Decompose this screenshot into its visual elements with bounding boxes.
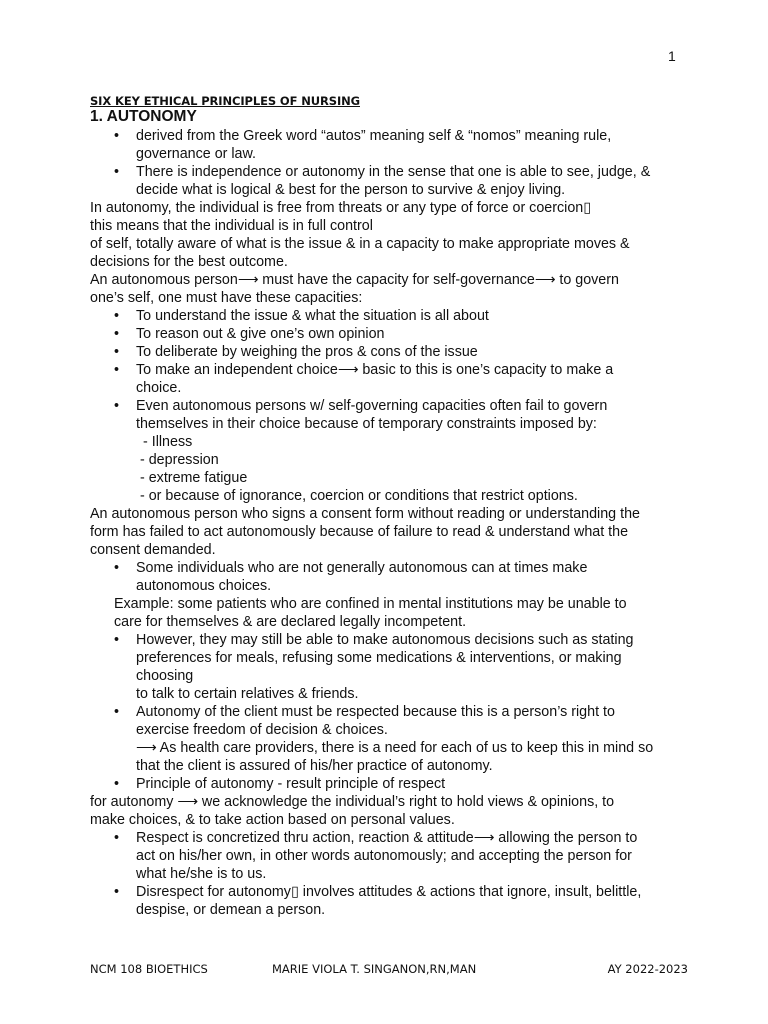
paragraph-line: consent demanded. <box>90 542 216 558</box>
paragraph-line: one’s self, one must have these capacities: <box>90 290 363 306</box>
sub-list-item: - depression <box>140 452 219 468</box>
bullet-item: • To understand the issue & what the situation is all about <box>90 307 690 325</box>
footer-course: NCM 108 BIOETHICS <box>90 962 208 976</box>
sub-list-item: - or because of ignorance, coercion or conditions that restrict options. <box>140 488 578 504</box>
bullet-continuation: exercise freedom of decision & choices. <box>136 722 388 738</box>
sub-list-item: - extreme fatigue <box>140 470 248 486</box>
bullet-item: • However, they may still be able to make autonomous decisions such as stating <box>90 631 690 649</box>
bullet-continuation: choice. <box>136 380 182 396</box>
bullet-continuation: what he/she is to us. <box>136 866 267 882</box>
paragraph-line: this means that the individual is in full control <box>90 218 373 234</box>
paragraph-line: make choices, & to take action based on personal values. <box>90 812 455 828</box>
footer-academic-year: AY 2022-2023 <box>607 962 688 976</box>
bullet-item: • Respect is concretized thru action, reaction & attitude⟶ allowing the person to <box>90 829 690 847</box>
bullet-item: • Principle of autonomy - result principle of respect <box>90 775 690 793</box>
paragraph-line: decisions for the best outcome. <box>90 254 288 270</box>
paragraph-line: of self, totally aware of what is the issue & in a capacity to make appropriate moves & <box>90 236 630 252</box>
bullet-item: • To deliberate by weighing the pros & cons of the issue <box>90 343 690 361</box>
bullet-continuation: ⟶ As health care providers, there is a need for each of us to keep this in mind so <box>136 740 654 756</box>
bullet-item: • To reason out & give one’s own opinion <box>90 325 690 343</box>
bullet-continuation: decide what is logical & best for the person to survive & enjoy living. <box>136 182 566 198</box>
bullet-item: • Some individuals who are not generally autonomous can at times make <box>90 559 690 577</box>
bullet-continuation: themselves in their choice because of temporary constraints imposed by: <box>136 416 597 432</box>
bullet-continuation: act on his/her own, in other words autonomously; and accepting the person for <box>136 848 632 864</box>
paragraph-line: An autonomous person who signs a consent form without reading or understanding the <box>90 506 640 522</box>
bullet-item: • derived from the Greek word “autos” meaning self & “nomos” meaning rule, <box>90 127 690 145</box>
body-text <box>90 127 690 919</box>
example-line: care for themselves & are declared legally incompetent. <box>114 614 467 630</box>
document-body <box>90 93 690 919</box>
bullet-item: • There is independence or autonomy in the sense that one is able to see, judge, & <box>90 163 690 181</box>
section-heading: 1. AUTONOMY <box>90 108 197 125</box>
page-number: 1 <box>668 48 676 64</box>
document-title: SIX KEY ETHICAL PRINCIPLES OF NURSING <box>90 94 360 108</box>
sub-list-item: - Illness <box>143 434 193 450</box>
bullet-continuation: autonomous choices. <box>136 578 272 594</box>
paragraph-line: In autonomy, the individual is free from threats or any type of force or coercion▯ <box>90 200 592 216</box>
bullet-continuation: governance or law. <box>136 146 257 162</box>
bullet-item: • Disrespect for autonomy▯ involves attitudes & actions that ignore, insult, belittle, <box>90 883 690 901</box>
bullet-continuation: that the client is assured of his/her practice of autonomy. <box>136 758 493 774</box>
page-footer <box>90 962 688 978</box>
footer-author: MARIE VIOLA T. SINGANON,RN,MAN <box>272 962 477 976</box>
bullet-item: • Autonomy of the client must be respected because this is a person’s right to <box>90 703 690 721</box>
paragraph-line: form has failed to act autonomously because of failure to read & understand what the <box>90 524 629 540</box>
bullet-continuation: preferences for meals, refusing some medications & interventions, or making <box>136 650 622 666</box>
bullet-continuation: despise, or demean a person. <box>136 902 326 918</box>
bullet-item: • Even autonomous persons w/ self-governing capacities often fail to govern <box>90 397 690 415</box>
paragraph-line: An autonomous person⟶ must have the capacity for self-governance⟶ to govern <box>90 272 619 288</box>
bullet-continuation: to talk to certain relatives & friends. <box>136 686 359 702</box>
bullet-item: • To make an independent choice⟶ basic to this is one’s capacity to make a <box>90 361 690 379</box>
example-line: Example: some patients who are confined in mental institutions may be unable to <box>114 596 627 612</box>
paragraph-line: for autonomy ⟶ we acknowledge the individual’s right to hold views & opinions, to <box>90 794 615 810</box>
bullet-continuation: choosing <box>136 668 194 684</box>
